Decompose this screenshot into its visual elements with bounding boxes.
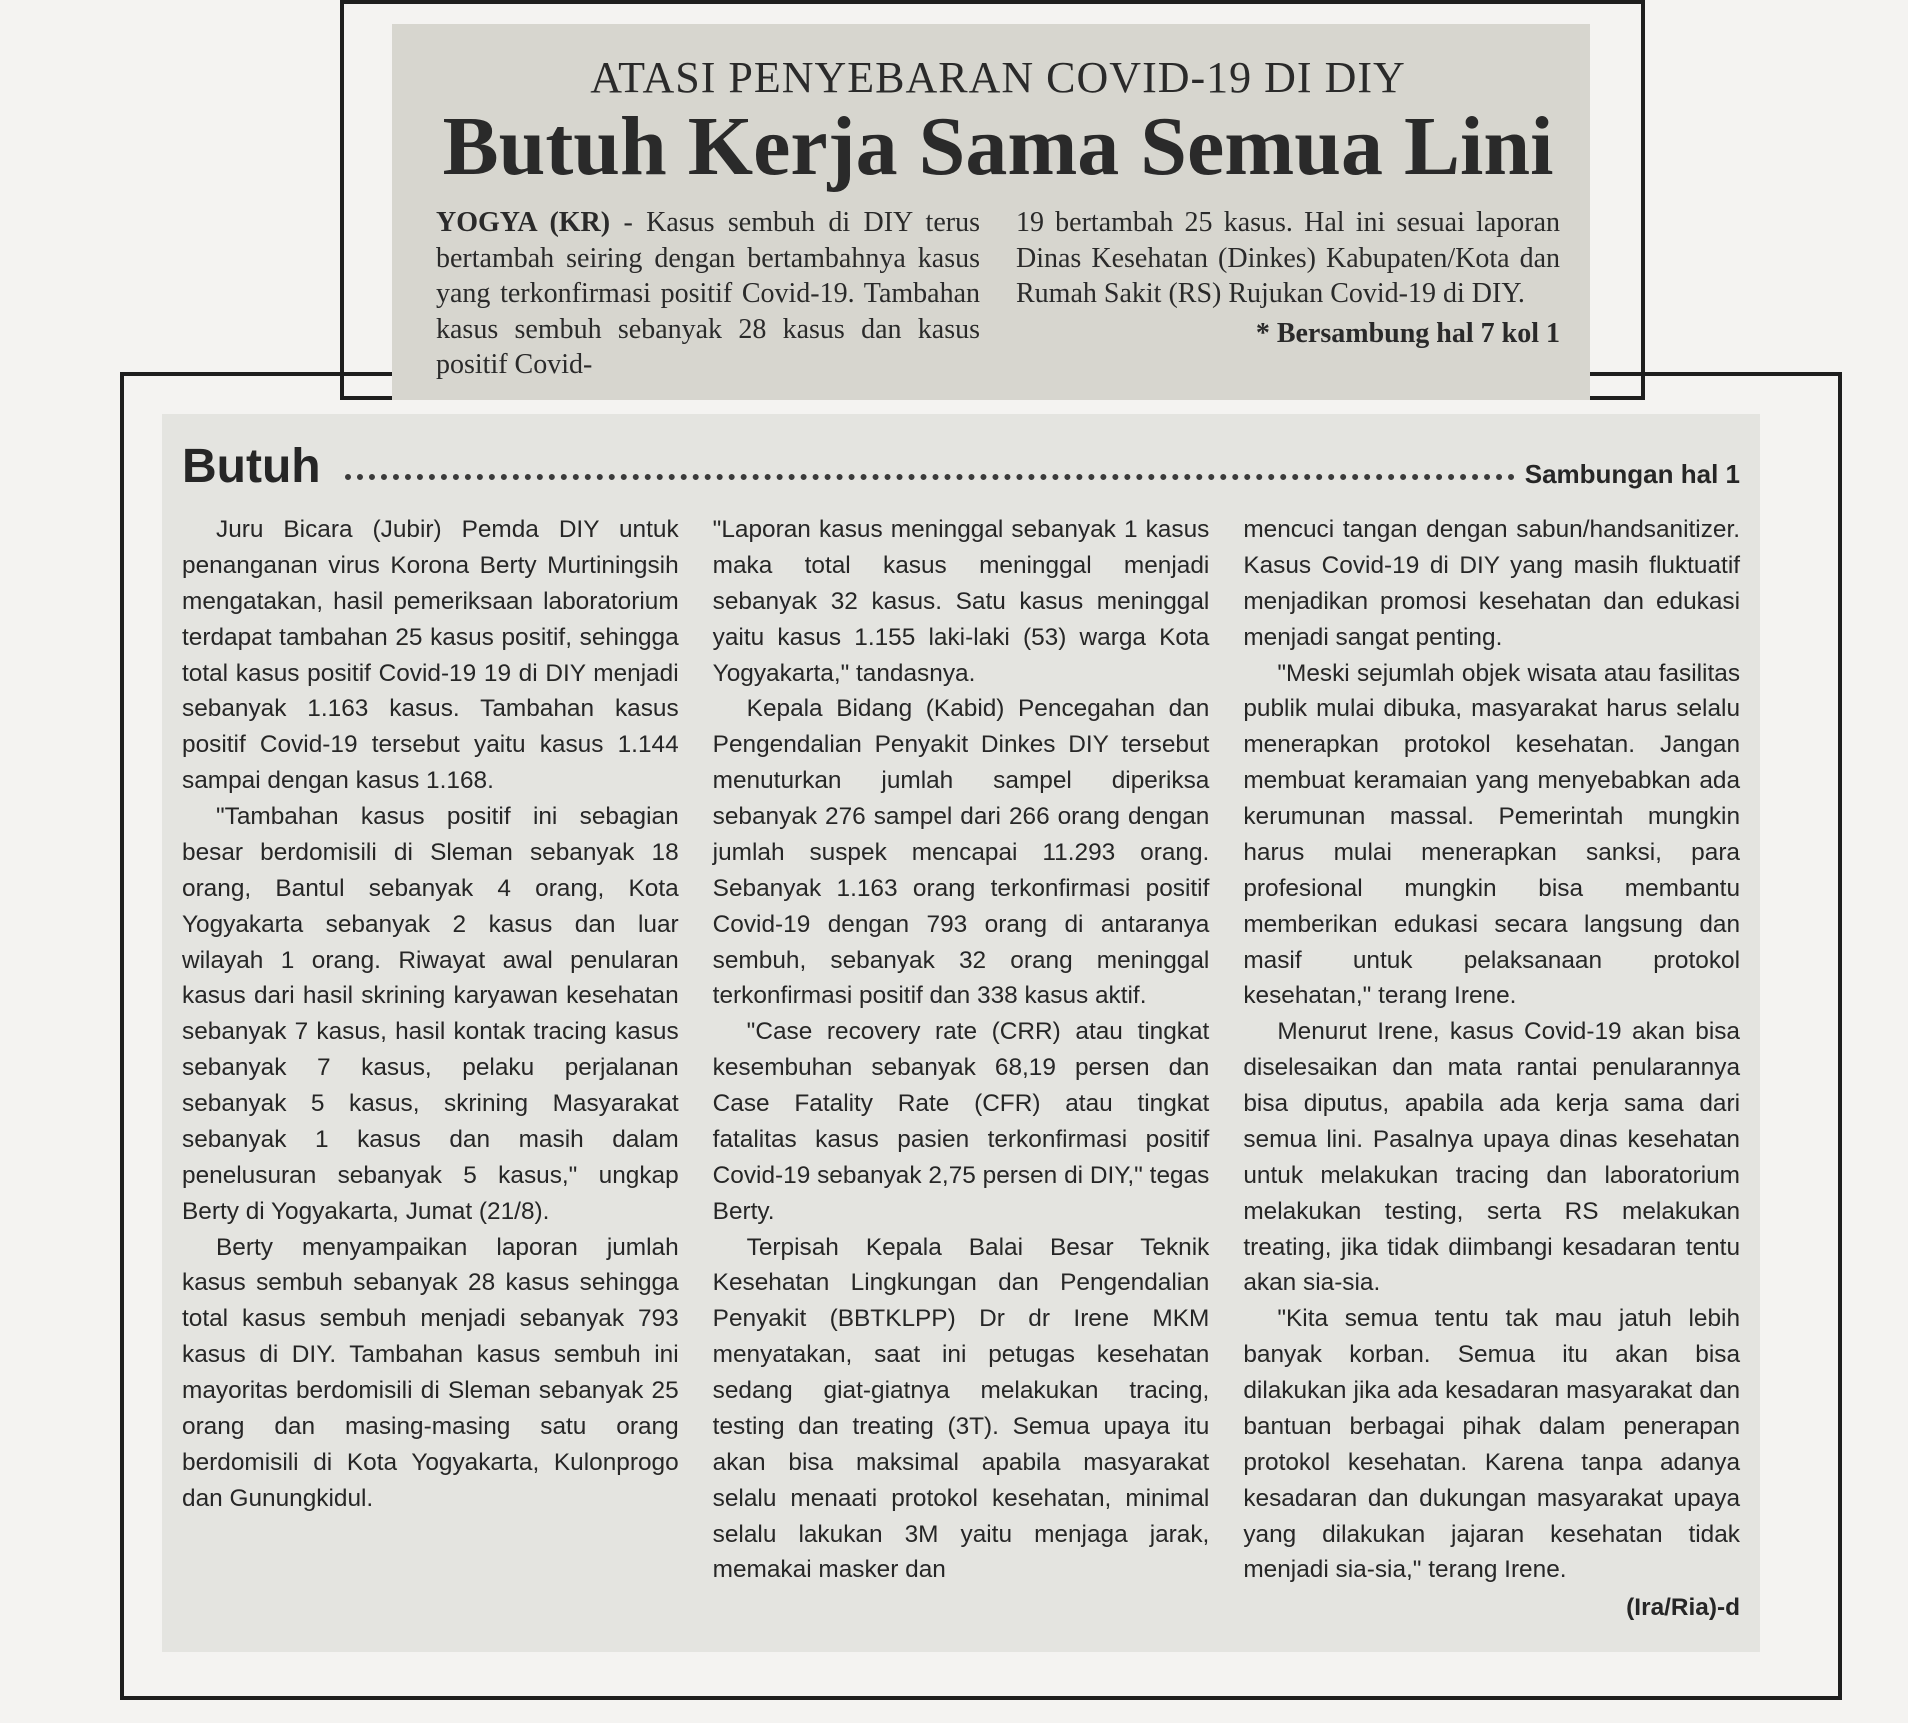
paragraph: Kepala Bidang (Kabid) Pencegahan dan Pengendalian Penyakit Dinkes DIY tersebut menuturkan jumlah sampel diperiksa sebanyak 276 sampel dari 266 orang dengan jumlah suspek mencapai 11.293 orang. Sebanyak 1.163 orang terkonfirmasi positif Covid-19 dengan 793 orang di antaranya sembuh, sebanyak 32 orang meninggal terkonfirmasi positif dan 338 kasus aktif. <box>712 695 1210 1010</box>
lead-body <box>436 205 1560 383</box>
paragraph: "Tambahan kasus positif ini sebagian besar berdomisili di Sleman sebanyak 18 orang, Bantul sebanyak 4 orang, Kota Yogyakarta sebanyak 2 kasus dan luar wilayah 1 orang. Riwayat awal penularan kasus dari hasil skrining karyawan kesehatan sebanyak 7 kasus, hasil kontak tracing kasus sebanyak 7 kasus, pelaku perjalanan sebanyak 5 kasus, skrining Masyarakat sebanyak 1 kasus dan masih dalam penelusuran sebanyak 5 kasus," ungkap Berty di Yogyakarta, Jumat (21/8). <box>182 803 679 1225</box>
continued-from: Sambungan hal 1 <box>1524 459 1740 489</box>
lead-text-1: - Kasus sembuh di DIY terus bertambah seiring dengan bertambahnya kasus yang terkonfirmasi positif Covid-19. Tambahan kasus sembuh sebanyak 28 kasus dan kasus positif Covid- <box>436 207 980 381</box>
paragraph: Berty menyampaikan laporan jumlah kasus sembuh sebanyak 28 kasus sehingga total kasus sembuh menjadi sebanyak 793 kasus di DIY. Tambahan kasus sembuh ini mayoritas berdomisili di Sleman sebanyak 25 orang dan masing-masing satu orang berdomisili di Kota Yogyakarta, Kulonprogo dan Gunungkidul. <box>182 1233 679 1512</box>
story-header <box>182 428 1740 494</box>
lead-article <box>392 24 1590 400</box>
paragraph: mencuci tangan dengan sabun/handsanitizer. Kasus Covid-19 di DIY yang masih fluktuatif menjadikan promosi kesehatan dan edukasi menjadi sangat penting. <box>1243 516 1741 651</box>
paragraph: "Kita semua tentu tak mau jatuh lebih banyak korban. Semua itu akan bisa dilakukan jika ada kesadaran masyarakat dan bantuan berbagai pihak dalam penerapan protokol kesehatan. Karena tanpa adanya kesadaran dan dukungan masyarakat upaya yang dilakukan jajaran kesehatan tidak menjadi sia-sia," terang Irene. <box>1243 1305 1741 1584</box>
story-columns <box>182 512 1740 1626</box>
story-column-3 <box>1243 512 1740 1626</box>
lead-text-2: 19 bertambah 25 kasus. Hal ini sesuai laporan Dinas Kesehatan (Dinkes) Kabupaten/Kota dan Rumah Sakit (RS) Rujukan Covid-19 di DIY. <box>1016 207 1560 310</box>
paragraph: "Case recovery rate (CRR) atau tingkat kesembuhan sebanyak 68,19 persen dan Case Fatality Rate (CFR) atau tingkat fatalitas kasus pasien terkonfirmasi positif Covid-19 sebanyak 2,75 persen di DIY," tegas Berty. <box>712 1018 1210 1225</box>
headline: Butuh Kerja Sama Semua Lini <box>442 100 1554 193</box>
lead-column-1 <box>436 205 980 383</box>
paragraph: Terpisah Kepala Balai Besar Teknik Kesehatan Lingkungan dan Pengendalian Penyakit (BBTKLPP) Dr dr Irene MKM menyatakan, saat ini petugas kesehatan sedang giat-giatnya melakukan tracing, testing dan treating (3T). Semua upaya itu akan bisa maksimal apabila masyarakat selalu menaati protokol kesehatan, minimal selalu lakukan 3M yaitu menjaga jarak, memakai masker dan <box>712 1233 1210 1584</box>
lead-column-2 <box>1016 205 1560 383</box>
paragraph: "Meski sejumlah objek wisata atau fasilitas publik mulai dibuka, masyarakat harus selalu menerapkan protokol kesehatan. Jangan membuat keramaian yang menyebabkan ada kerumunan massal. Pemerintah mungkin harus mulai menerapkan sanksi, para profesional mungkin bisa membantu memberikan edukasi secara langsung dan masif untuk pelaksanaan protokol kesehatan," terang Irene. <box>1243 659 1741 1010</box>
continued-article <box>162 414 1760 1652</box>
paragraph: "Laporan kasus meninggal sebanyak 1 kasus maka total kasus meninggal menjadi sebanyak 32 kasus. Satu kasus meninggal yaitu kasus 1.155 laki-laki (53) warga Kota Yogyakarta," tandasnya. <box>712 516 1210 687</box>
story-column-2 <box>713 512 1210 1626</box>
paragraph: Juru Bicara (Jubir) Pemda DIY untuk penanganan virus Korona Berty Murtiningsih mengatakan, hasil pemeriksaan laboratorium terdapat tambahan 25 kasus positif, sehingga total kasus positif Covid-19 19 di DIY menjadi sebanyak 1.163 kasus. Tambahan kasus positif Covid-19 tersebut yaitu kasus 1.144 sampai dengan kasus 1.168. <box>182 516 679 795</box>
dateline: YOGYA (KR) <box>436 207 611 239</box>
kicker: ATASI PENYEBARAN COVID-19 DI DIY <box>590 53 1406 102</box>
leader-dots <box>345 474 1515 480</box>
continuation-note: * Bersambung hal 7 kol 1 <box>1255 317 1560 349</box>
byline: (Ira/Ria)-d <box>1626 1594 1741 1622</box>
paragraph: Menurut Irene, kasus Covid-19 akan bisa diselesaikan dan mata rantai penularannya bisa diputus, apabila ada kerja sama dari semua lini. Pasalnya upaya dinas kesehatan untuk melakukan tracing dan laboratorium melakukan testing, serta RS melakukan treating, jika tidak diimbangi kesadaran tentu akan sia-sia. <box>1243 1018 1741 1297</box>
story-title: Butuh <box>182 440 321 493</box>
story-column-1 <box>182 512 679 1626</box>
